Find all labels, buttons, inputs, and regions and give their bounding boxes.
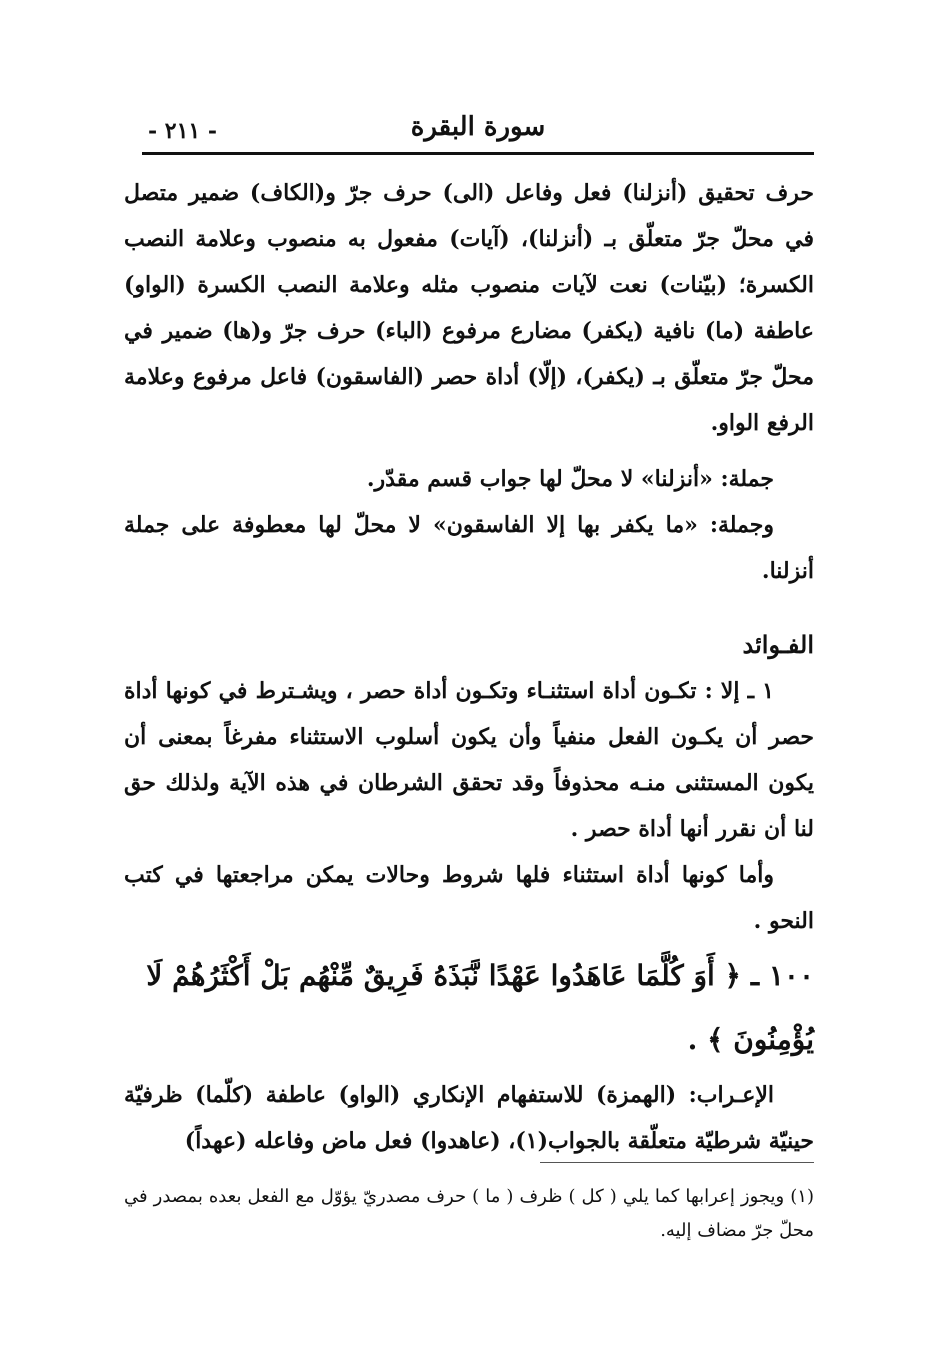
page-header [142, 112, 814, 154]
header-rule [142, 152, 814, 155]
surah-title: سورة البقرة [410, 112, 546, 142]
page-number: - ٢١١ - [148, 118, 218, 144]
page-body [124, 170, 814, 1164]
footnote-text: (١) ويجوز إعرابها كما يلي ( كل ) ظرف ( ما ) حرف مصدريّ يؤوّل مع الفعل بعده بمصدر في محلّ جرّ مضاف إليه. [124, 1186, 814, 1241]
irab-paragraph: حرف تحقيق (أنزلنا) فعل وفاعل (الى) حرف جرّ و(الكاف) ضمير متصل في محلّ جرّ متعلّق بـ (أنزلنا)، (آيات) مفعول به منصوب وعلامة النصب الكسرة؛ (بيّنات) نعت لآيات منصوب مثله وعلامة النصب الكسرة (الواو) عاطفة (ما) نافية (يكفر) مضارع مرفوع (الباء) حرف جرّ و(ها) ضمير في محلّ جرّ متعلّق بـ (يكفر)، (إلّا) أداة حصر (الفاسقون) فاعل مرفوع وعلامة الرفع الواو. [124, 180, 814, 436]
fawaid-paragraph-1: ١ ـ إلا : تكـون أداة استثنـاء وتكـون أداة حصر ، ويشـترط في كونها أداة حصر أن يكـون الفعل منفياً وأن يكون أسلوب الاستثناء مفرغاً بمعنى أن يكون المستثنى منـه محذوفاً وقد تحقق الشرطان في هذه الآية ولذلك حق لنا أن نقرر أنها أداة حصر . [124, 678, 815, 842]
fawaid-heading: الفـوائد [742, 630, 814, 659]
sentence-analysis-1: جملة: «أنزلنا» لا محلّ لها جواب قسم مقدّر. [366, 466, 774, 492]
quran-verse [124, 944, 814, 1072]
footnote-rule [540, 1162, 814, 1163]
sentence-analysis-2: وجملة: «ما يكفر بها إلا الفاسقون» لا محلّ لها معطوفة على جملة أنزلنا. [124, 512, 814, 584]
footnote [124, 1180, 814, 1248]
verse-text: ﴿ أَوَ كُلَّمَا عَاهَدُوا عَهْدًا نَّبَذَهُ فَرِيقٌ مِّنْهُم بَلْ أَكْثَرُهُمْ لَا يُؤْمِنُونَ ﴾ . [146, 959, 814, 1056]
fawaid-paragraph-2: وأما كونها أداة استثناء فلها شروط وحالات يمكن مراجعتها في كتب النحو . [124, 862, 814, 934]
verse-number: ١٠٠ ـ [750, 959, 814, 992]
irab-verse-paragraph: الإعـراب: (الهمزة) للاستفهام الإنكاري (الواو) عاطفة (كلّما) ظرفيّة حينيّة شرطيّة متعلّقة بالجواب(١)، (عاهدوا) فعل ماض وفاعله (عهداً) [124, 1082, 814, 1154]
